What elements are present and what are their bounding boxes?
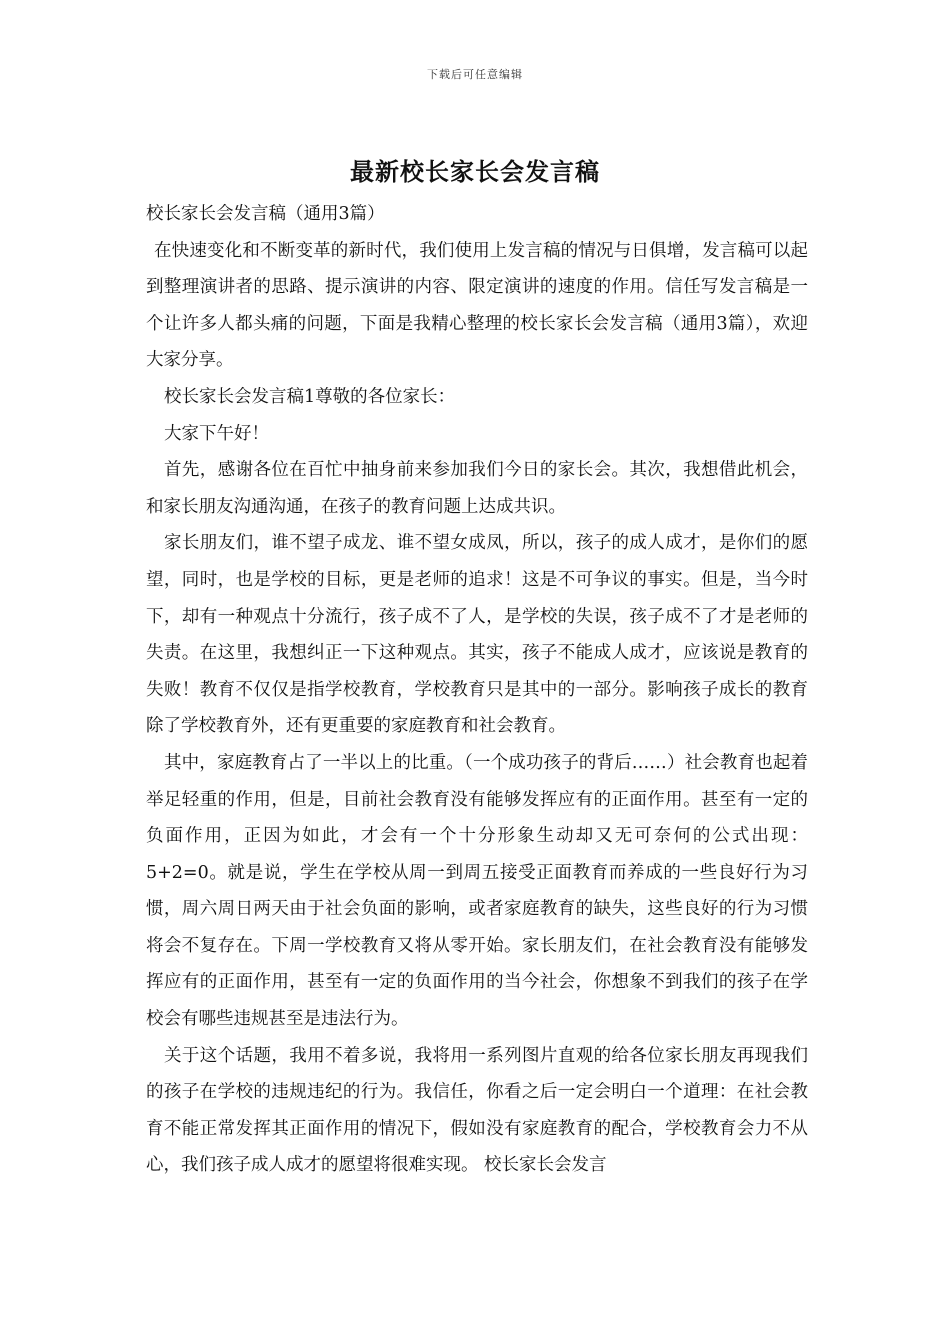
body-paragraph: 关于这个话题，我用不着多说，我将用一系列图片直观的给各位家长朋友再现我们的孩子在学校的违规违纪的行为。我信任，你看之后一定会明白一个道理：在社会教育不能正常发挥其正面作用的情况下，假如没有家庭教育的配合，学校教育会力不从心，我们孩子成人成才的愿望将很难实现。 校长家长会发言 bbox=[146, 1045, 808, 1176]
speech-heading-paragraph: 校长家长会发言稿1尊敬的各位家长： bbox=[164, 386, 456, 407]
subtitle-paragraph: 校长家长会发言稿（通用3篇） bbox=[146, 204, 385, 224]
document-title: 最新校长家长会发言稿 bbox=[350, 157, 600, 186]
body-paragraph: 家长朋友们，谁不望子成龙、谁不望女成凤，所以，孩子的成人成才，是你们的愿望，同时，也是学校的目标，更是老师的追求！这是不可争议的事实。但是，当今时下，却有一种观点十分流行，孩子成不了人，是学校的失误，孩子成不了才是老师的失责。在这里，我想纠正一下这种观点。其实，孩子不能成人成才，应该说是教育的失败！教育不仅仅是指学校教育，学校教育只是其中的一部分。影响孩子成长的教育除了学校教育外，还有更重要的家庭教育和社会教育。 bbox=[146, 533, 808, 737]
header-note: 下载后可任意编辑 bbox=[427, 68, 523, 81]
body-paragraph: 其中，家庭教育占了一半以上的比重。（一个成功孩子的背后……）社会教育也起着举足轻重的作用，但是，目前社会教育没有能够发挥应有的正面作用。甚至有一定的负面作用，正因为如此，才会有一个十分形象生动却又无可奈何的公式出现：5+2=0。就是说，学生在学校从周一到周五接受正面教育而养成的一些良好行为习惯，周六周日两天由于社会负面的影响，或者家庭教育的缺失，这些良好的行为习惯将会不复存在。下周一学校教育又将从零开始。家长朋友们，在社会教育没有能够发挥应有的正面作用，甚至有一定的负面作用的当今社会，你想象不到我们的孩子在学校会有哪些违规甚至是违法行为。 bbox=[146, 752, 808, 1030]
body-paragraph: 首先，感谢各位在百忙中抽身前来参加我们今日的家长会。其次，我想借此机会，和家长朋友沟通沟通，在孩子的教育问题上达成共识。 bbox=[146, 460, 808, 517]
intro-paragraph: 在快速变化和不断变革的新时代，我们使用上发言稿的情况与日俱增，发言稿可以起到整理演讲者的思路、提示演讲的内容、限定演讲的速度的作用。信任写发言稿是一个让许多人都头痛的问题，下面是我精心整理的校长家长会发言稿（通用3篇），欢迎大家分享。 bbox=[146, 240, 808, 371]
document-body bbox=[146, 196, 808, 1184]
greeting-paragraph: 大家下午好！ bbox=[164, 423, 269, 444]
